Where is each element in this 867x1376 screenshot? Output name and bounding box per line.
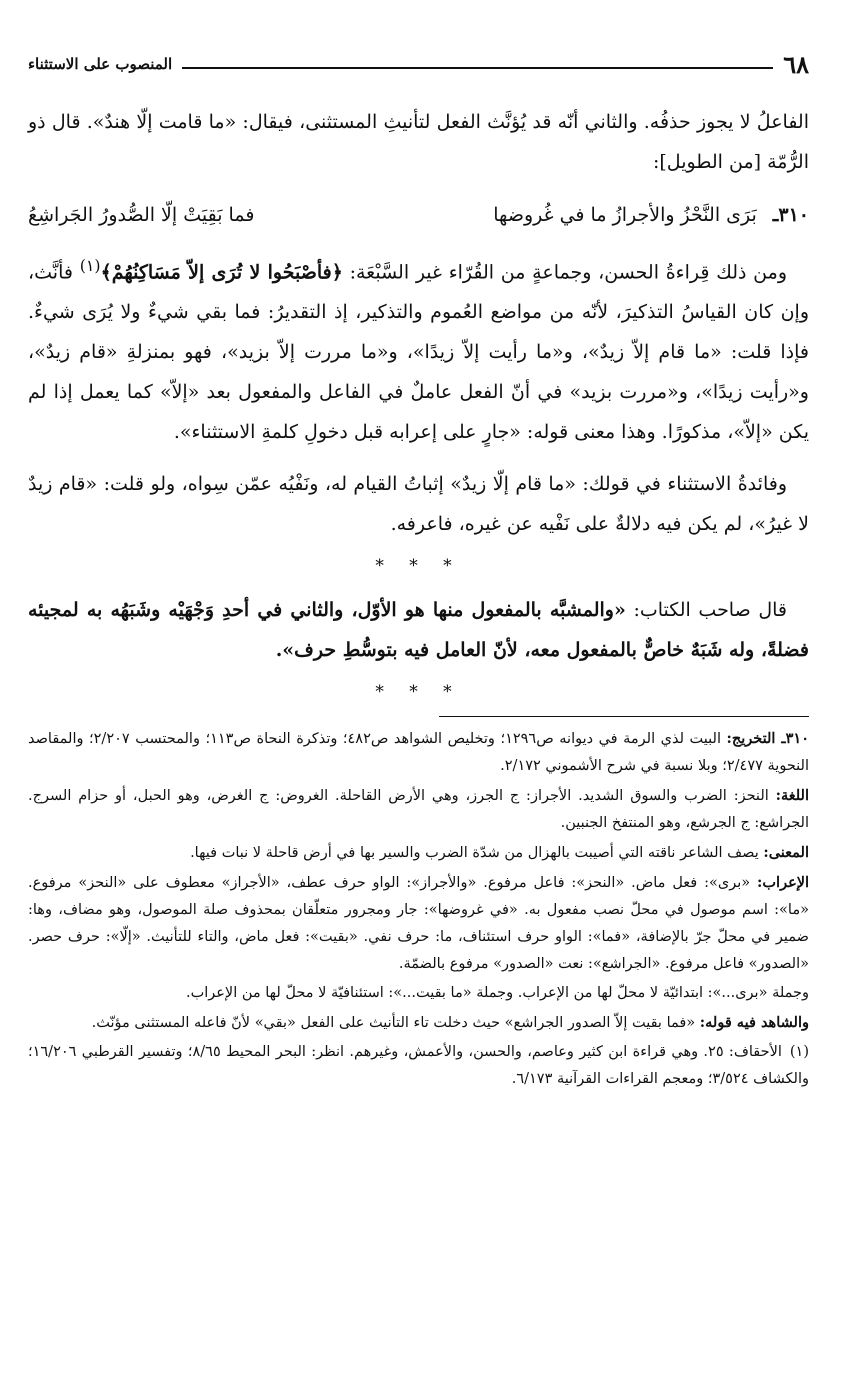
quote-lead: قال صاحب الكتاب: [633, 599, 787, 622]
section-separator: * * * [375, 556, 462, 577]
mana-heading: المعنى: [763, 844, 809, 862]
jumla-text: وجملة «برى...»: ابتدائيّة لا محلّ لها من الإعراب. وجملة «ما بقيت...»: استئنافيّة لا محلّ لها من الإعراب. [185, 985, 809, 1002]
page-number: ٦٨ [783, 49, 809, 79]
poetry-verse [28, 194, 809, 236]
takhrij-text: البيت لذي الرمة في ديوانه ص١٢٩٦؛ وتخليص الشواهد ص٤٨٢؛ وتذكرة النحاة ص١١٣؛ والمحتسب ٢/٢٠٧؛ والمقاصد النحوية ٢/٤٧٧؛ وبلا نسبة في شرح الأشموني ٢/١٧٢. [28, 731, 809, 775]
footnote-1-text: الأحقاف: ٢٥. وهي قراءة ابن كثير وعاصم، والحسن، والأعمش، وغيرهم. انظر: البحر المحيط ٨/٦٥؛ وتفسير القرطبي ١٦/٢٠٦؛ والكشاف ٣/٥٢٤؛ ومعجم القراءات القرآنية ٦/١٧٣. [28, 1044, 809, 1088]
quran-quote: ﴿فأصْبَحُوا لا تُرَى إلاّ مَسَاكِنُهُمْ﴾ [100, 261, 343, 284]
mana-text: يصف الشاعر ناقته التي أصيبت بالهزال من شدّة الضرب والسير بها في أرض قاحلة لا نبات فيها. [190, 845, 759, 862]
paragraph-2 [28, 246, 809, 452]
footnote-lugha [28, 782, 809, 837]
verse-number: ٣١٠ـ [772, 204, 809, 226]
paragraph-1: الفاعلُ لا يجوز حذفُه. والثاني أنّه قد يُؤنَّث الفعل لتأنيثِ المستثنى، فيقال: «ما قامت إلّا هندٌ». قال ذو الرُّمّة [من الطويل]: [28, 111, 809, 173]
footnote-irab [28, 869, 809, 978]
lugha-text: النحز: الضرب والسوق الشديد. الأجراز: ج الجرز، وهي الأرض القاحلة. الغروض: ج الغرض، وهو الحبل، أو حزام السرج. الجراشع: ج الجرشع، وهو المنتفخ الجنبين. [28, 788, 809, 832]
verse-second-hemistich: فما بَقِيَتْ إلّا الصُّدورُ الجَراشِعُ [27, 204, 255, 226]
footnote-jumla [28, 980, 809, 1007]
footnote-takhrij [28, 725, 809, 780]
paragraph-2-intro: ومن ذلك قِراءةُ الحسن، وجماعةٍ من القُرّاء غير السَّبْعَة: [349, 261, 788, 284]
footnote-shahid [28, 1009, 809, 1037]
shahid-heading: والشاهد فيه قوله: [699, 1014, 809, 1032]
running-title: المنصوب على الاستثناء [28, 55, 173, 73]
section-separator-2: * * * [375, 682, 462, 703]
paragraph-4 [28, 590, 809, 670]
lugha-heading: اللغة: [775, 787, 809, 805]
shahid-text: «فما بقيت إلاّ الصدور الجراشع» حيث دخلت تاء التأنيث على الفعل «بقي» لأنّ فاعله المستثنى مؤنّث. [91, 1015, 696, 1032]
quoted-text: «والمشبَّه بالمفعول منها هو الأوّل، والثاني في أحدِ وَجْهَيْه وشَبَهُه به لمجيئه فضلةً، وله شَبَهٌ خاصٌّ بالمفعول معه، لأنّ العامل فيه بتوسُّطِ حرف». [28, 599, 809, 662]
main-text [28, 102, 809, 702]
footnote-1 [28, 1039, 809, 1093]
irab-heading: الإعراب: [757, 874, 810, 892]
verse-first-hemistich: بَرَى النَّحْزُ والأجرازُ ما في غُروضها [493, 204, 757, 226]
paragraph-2-body: فأنَّث، وإن كان القياسُ التذكيرَ، لأنّه من مواضع العُموم والتذكير، إذ التقديرُ: فما بقي شيءٌ ولا يُرَى شيءٌ. فإذا قلت: «ما قام إلاّ زيدٌ»، و«ما رأيت إلاّ زيدًا»، و«ما مررت إلاّ بزيد»، فهو بمنزلةِ «قام زيدٌ»، و«رأيت زيدًا»، و«مررت بزيد» في أنّ الفعل عاملٌ في الفاعل والمفعول بعد «إلاّ» كما يعمل إذا لم يكن «إلاّ»، مذكورًا. وهذا معنى قوله: «جارٍ على إعرابه قبل دخولِ كلمةِ الاستثناء». [28, 261, 809, 444]
footnote-ref-1[interactable]: (١) [79, 256, 101, 275]
footnote-1-marker: (١) [789, 1044, 810, 1061]
footnotes [28, 716, 809, 1093]
irab-text: «برى»: فعل ماض. «النحز»: فاعل مرفوع. «والأجراز»: الواو حرف عطف، «الأجراز» معطوف على «النحز» مرفوع. «ما»: اسم موصول في محلّ نصب مفعول به. «في غروضها»: جار ومجرور متعلّقان بمحذوف صلة الموصول، وهو مضاف، وها: ضمير في محلّ جرّ بالإضافة، «فما»: الواو حرف استئناف، ما: حرف نفي. «بقيت»: فعل ماض، والتاء للتأنيث. «إلّا»: حرف حصر. «الصدور» فاعل مرفوع. «الجراشع»: نعت «الصدور» مرفوع بالضمّة. [28, 875, 809, 973]
footnote-mana [28, 839, 809, 867]
paragraph-3: وفائدةُ الاستثناء في قولك: «ما قام إلّا زيدٌ» إثباتُ القيام له، ونَفْيُه عمّن سِواه، ولو قلت: «قام زيدٌ لا غيرُ»، لم يكن فيه دلالةٌ على نَفْيه عن غيره، فاعرفه. [28, 473, 809, 536]
header-rule [182, 67, 773, 69]
footnote-rule [439, 716, 809, 717]
page-header [28, 42, 809, 86]
takhrij-heading: ٣١٠ـ التخريج: [726, 730, 809, 748]
